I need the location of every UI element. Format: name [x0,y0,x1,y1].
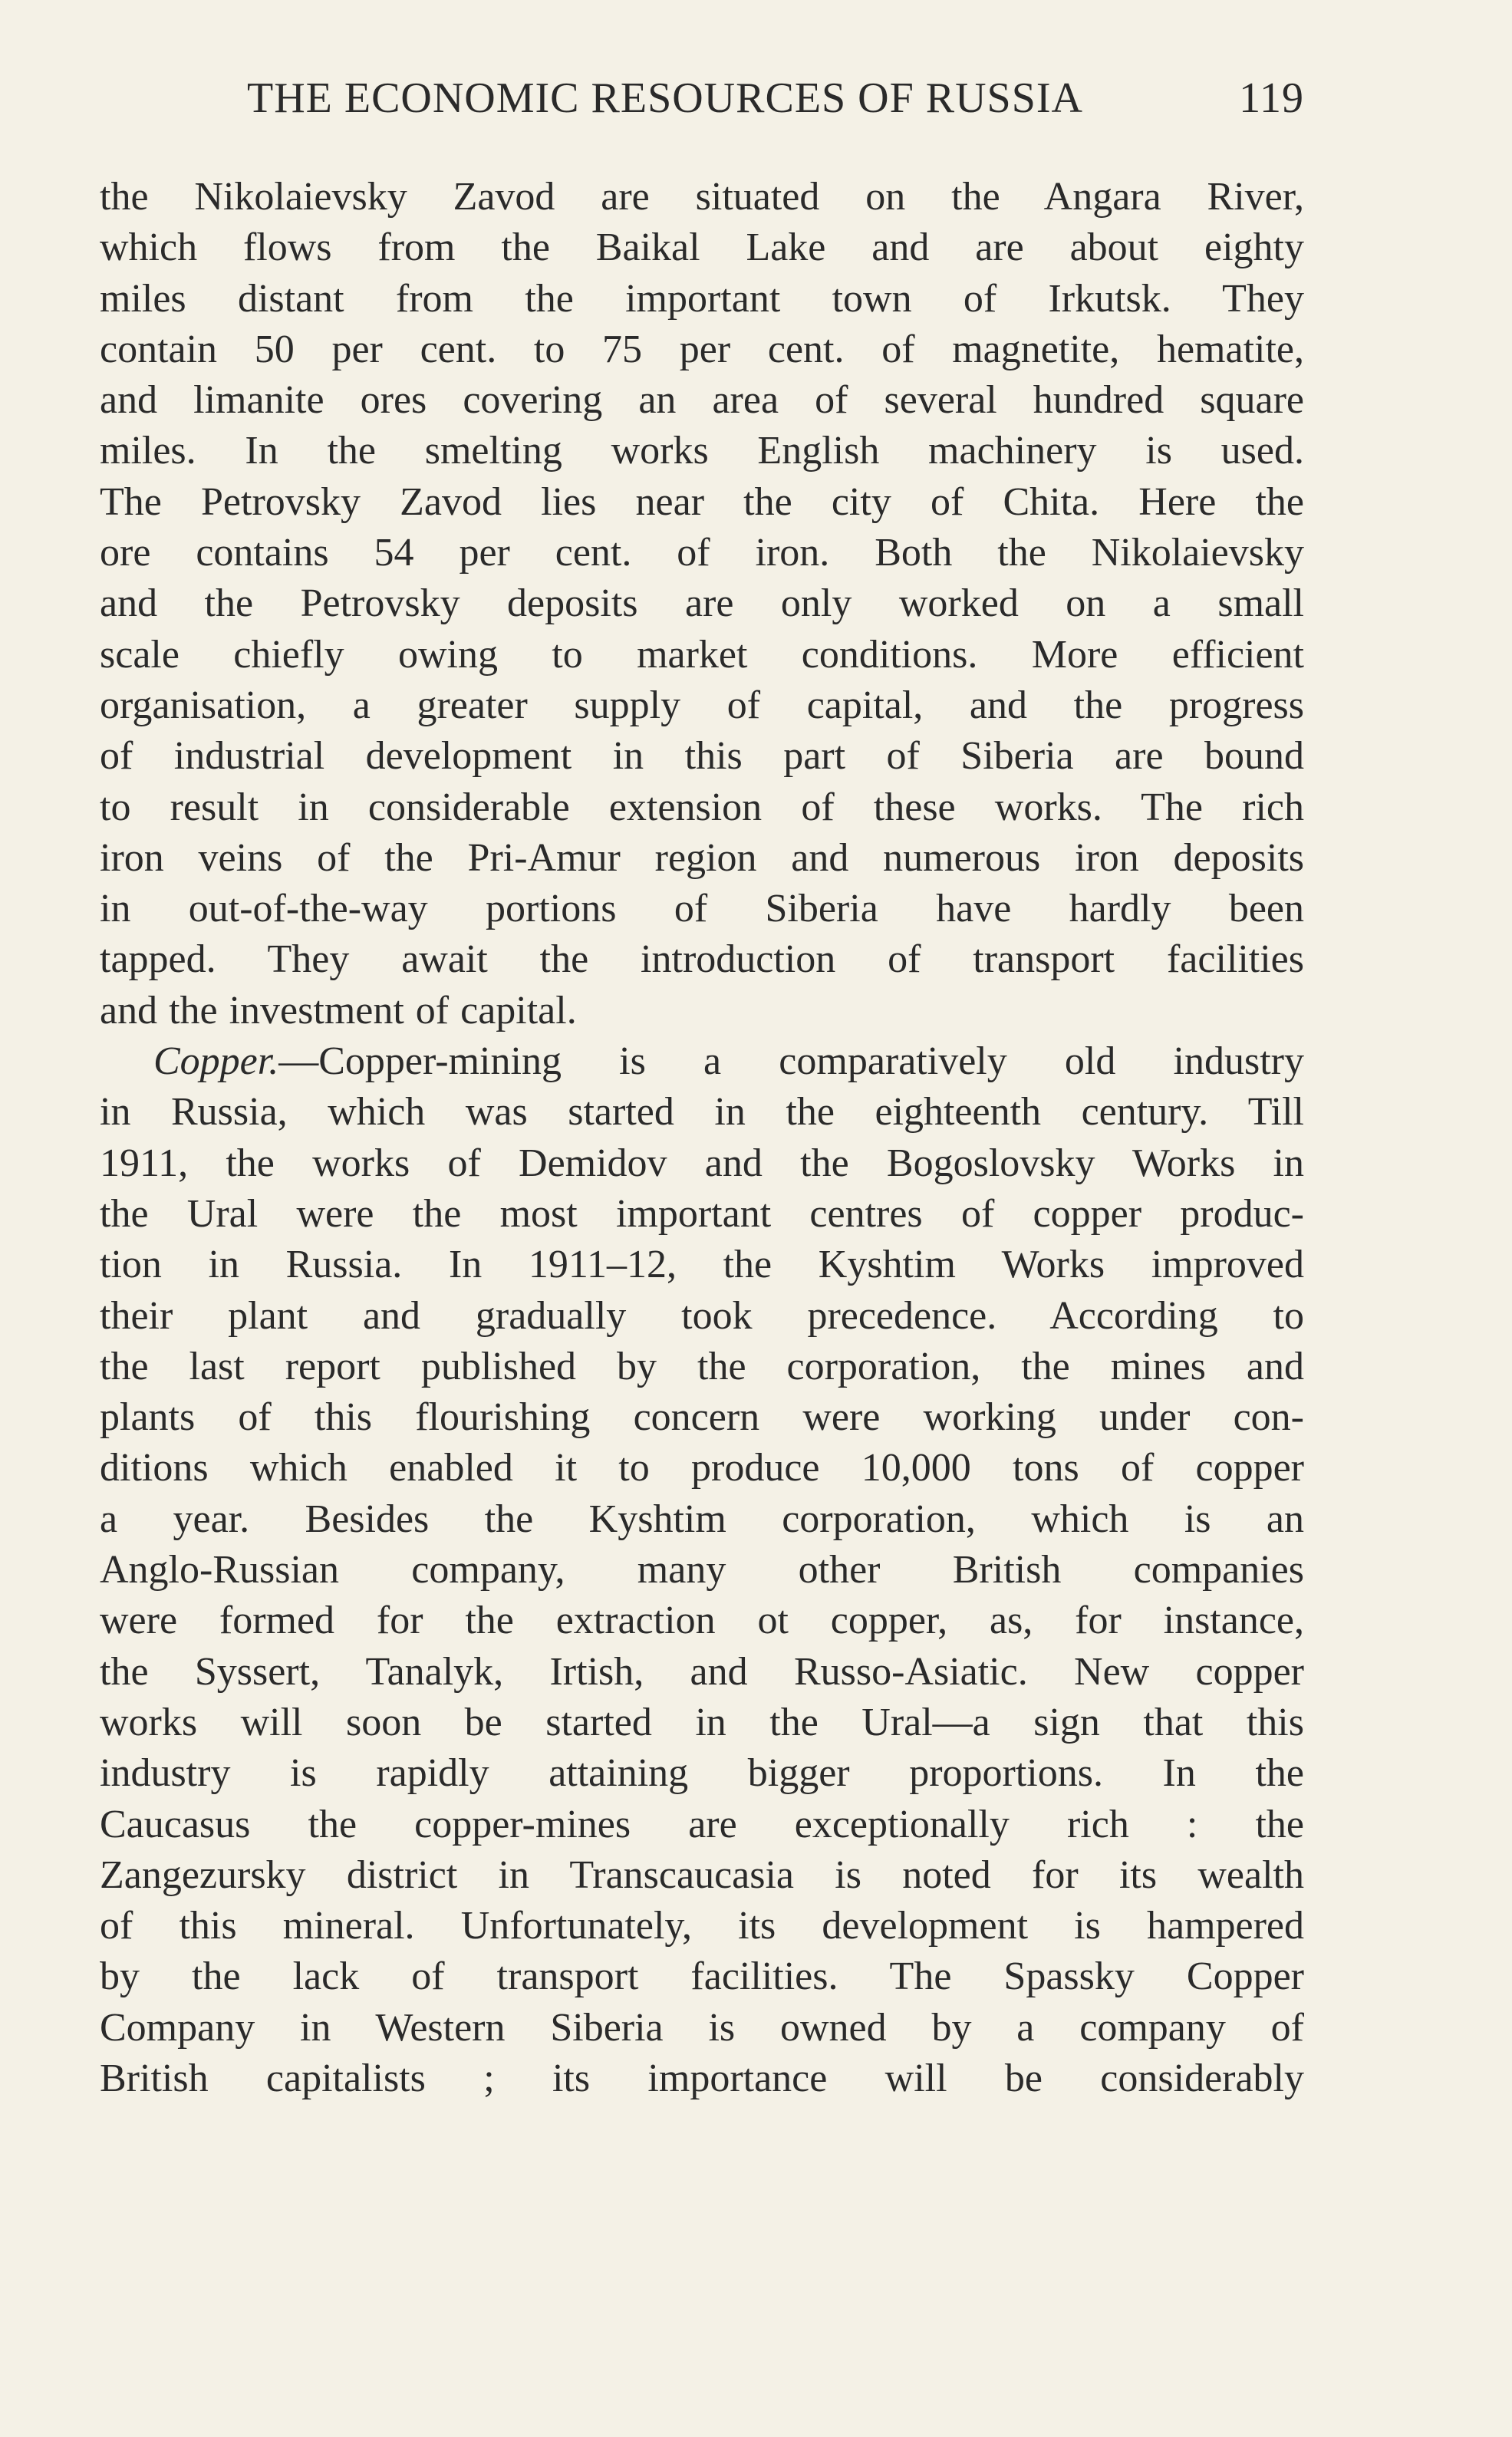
text-line: 1911, the works of Demidov and the Bogoslovsky Works in [100,1141,1304,1185]
text-line: the last report published by the corporation, the mines and [100,1344,1304,1388]
text-line: tion in Russia. In 1911–12, the Kyshtim Works improved [100,1243,1304,1287]
text-line: and limanite ores covering an area of several hundred square [100,378,1304,423]
text-line: miles distant from the important town of Irkutsk. They [100,276,1304,321]
text-line: were formed for the extraction ot copper, as, for instance, [100,1599,1304,1643]
page-number: 119 [1239,74,1304,122]
text-line: the Nikolaievsky Zavod are situated on the Angara River, [100,175,1304,219]
text-line: works will soon be started in the Ural—a sign that this [100,1700,1304,1744]
text-line: organisation, a greater supply of capital, and the progress [100,683,1304,727]
text-line: their plant and gradually took precedence. According to [100,1293,1304,1338]
text-line: the Ural were the most important centres of copper produc- [100,1191,1304,1236]
text-line: in Russia, which was started in the eighteenth century. Till [100,1090,1304,1135]
text-line: iron veins of the Pri-Amur region and numerous iron deposits [100,835,1304,880]
section-heading-copper: Copper. [153,1039,279,1084]
text-line: in out-of-the-way portions of Siberia have hardly been [100,887,1304,931]
text-line: Caucasus the copper-mines are exceptionally rich : the [100,1802,1304,1846]
text-line: Zangezursky district in Transcaucasia is noted for its wealth [100,1852,1304,1897]
text-line: miles. In the smelting works English machinery is used. [100,429,1304,473]
text-line: and the investment of capital. [100,988,577,1032]
body-text [100,172,1304,2104]
text-line: British capitalists ; its importance will be considerably [100,2056,1304,2100]
text-line: ditions which enabled it to produce 10,000 tons of copper [100,1446,1304,1490]
text-line: plants of this flourishing concern were working under con- [100,1395,1304,1440]
text-line: by the lack of transport facilities. The Spassky Copper [100,1955,1304,1999]
text-line: and the Petrovsky deposits are only worked on a small [100,581,1304,626]
paragraph-opening-line [100,1036,1304,1087]
text-line: contain 50 per cent. to 75 per cent. of magnetite, hematite, [100,327,1304,371]
running-head-title: THE ECONOMIC RESOURCES OF RUSSIA [247,74,1083,122]
text-line: the Syssert, Tanalyk, Irtish, and Russo-Asiatic. New copper [100,1649,1304,1694]
running-head [238,68,1304,129]
text-line: ore contains 54 per cent. of iron. Both the Nikolaievsky [100,531,1304,575]
text-line: Company in Western Siberia is owned by a company of [100,2005,1304,2050]
text-line: industry is rapidly attaining bigger proportions. In the [100,1751,1304,1796]
text-line: a year. Besides the Kyshtim corporation, which is an [100,1497,1304,1541]
text-line: to result in considerable extension of these works. The rich [100,785,1304,829]
text-line: Anglo-Russian company, many other British companies [100,1548,1304,1592]
text-line-start: —Copper-mining is a comparatively old industry [278,1039,1304,1084]
text-line: scale chiefly owing to market conditions. More efficient [100,632,1304,677]
text-line: of industrial development in this part of Siberia are bound [100,734,1304,779]
text-line: tapped. They await the introduction of transport facilities [100,937,1304,982]
text-line: which flows from the Baikal Lake and are about eighty [100,226,1304,270]
text-line: of this mineral. Unfortunately, its development is hampered [100,1904,1304,1948]
text-line: The Petrovsky Zavod lies near the city of Chita. Here the [100,479,1304,524]
